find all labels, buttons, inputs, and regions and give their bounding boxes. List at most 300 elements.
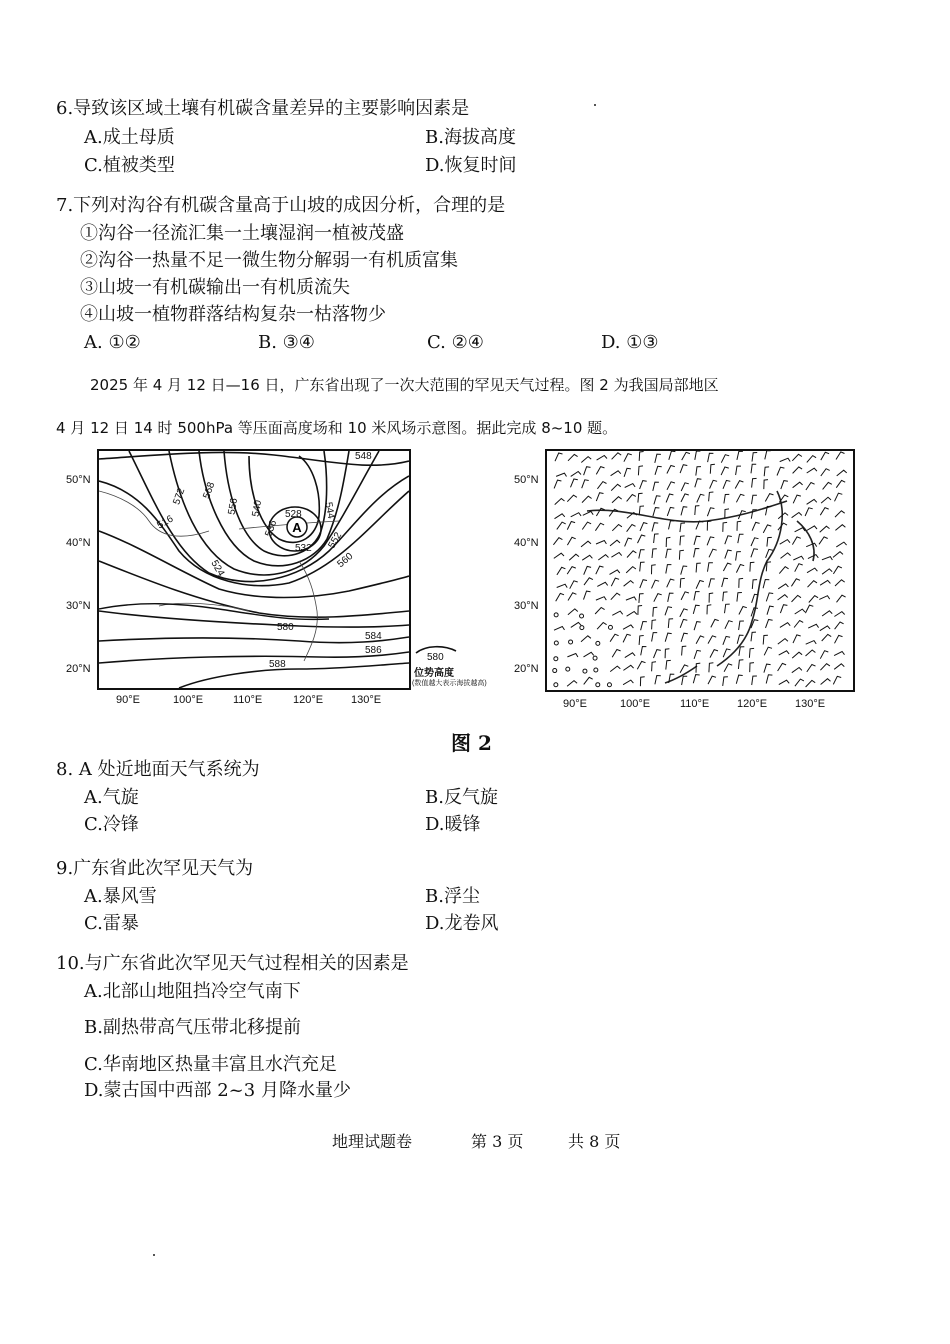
- lat-label: 40°N: [514, 537, 539, 549]
- wind-barb: [821, 679, 831, 685]
- wind-barb: [739, 621, 744, 630]
- wind-barb: [751, 538, 759, 546]
- wind-barb: [792, 652, 802, 658]
- stray-mark: [153, 1254, 155, 1256]
- wind-barb: [596, 493, 603, 501]
- wind-barb: [807, 468, 817, 473]
- wind-barb: [680, 665, 688, 673]
- wind-barb: [792, 537, 800, 545]
- contour-label: 524: [208, 558, 227, 579]
- wind-barb: [696, 563, 701, 572]
- lon-label: 100°E: [620, 698, 651, 710]
- wind-barb: [567, 537, 575, 545]
- wind-barb: [751, 549, 758, 558]
- wind-barb: [778, 663, 787, 671]
- wind-barb: [654, 496, 661, 505]
- calm-wind-marker: [554, 641, 558, 645]
- wind-barb: [639, 550, 645, 559]
- wind-barb: [834, 664, 844, 670]
- wind-barb: [681, 592, 689, 600]
- wind-barb: [806, 483, 815, 491]
- wind-barb: [711, 619, 719, 627]
- wind-barb: [680, 609, 688, 617]
- wind-barb: [666, 537, 670, 547]
- footer-subject: 地理试题卷: [332, 1132, 413, 1151]
- wind-barb: [665, 649, 669, 659]
- intro-line-2: 4 月 12 日 14 时 500hPa 等压面高度场和 10 米风场示意图。据此完成 8~10 题。: [56, 419, 618, 437]
- wind-barb: [638, 466, 643, 475]
- wind-barb: [611, 593, 620, 600]
- wind-barb: [655, 466, 662, 475]
- wind-barb: [777, 467, 784, 475]
- wind-barb: [626, 597, 636, 601]
- q7-item-2: ②沟谷一热量不足一微生物分解弱一有机质富集: [80, 250, 458, 271]
- wind-barb: [778, 639, 788, 645]
- calm-wind-marker: [593, 656, 597, 660]
- wind-barb: [623, 625, 633, 629]
- wind-barb: [820, 626, 830, 631]
- calm-wind-marker: [554, 613, 558, 617]
- wind-barb: [710, 650, 718, 658]
- wind-barb: [821, 469, 830, 476]
- wind-barb: [709, 663, 714, 673]
- wind-barb: [766, 620, 773, 628]
- wind-barb: [694, 622, 701, 631]
- contour-label: 588: [269, 659, 286, 670]
- calm-wind-marker: [580, 614, 584, 618]
- wind-barb: [554, 627, 565, 631]
- wind-barb: [737, 521, 741, 531]
- wind-barb: [723, 677, 728, 686]
- contour-label: 552: [326, 530, 345, 551]
- wind-barb: [556, 593, 564, 601]
- q7-option-a: A. ①②: [84, 332, 141, 353]
- wind-barb: [652, 580, 660, 588]
- wind-barb: [823, 482, 832, 489]
- calm-wind-marker: [596, 683, 600, 687]
- wind-barb: [681, 494, 689, 502]
- wind-barb: [667, 579, 675, 587]
- wind-barb: [596, 597, 606, 600]
- contour-label: 584: [365, 631, 382, 642]
- wind-barb: [637, 661, 645, 669]
- wind-barb: [667, 466, 675, 474]
- contour-label: 568: [201, 480, 218, 501]
- q9-stem: 9.广东省此次罕见天气为: [56, 858, 254, 879]
- wind-barb: [723, 563, 731, 571]
- wind-barb: [735, 481, 743, 489]
- lon-label: 110°E: [233, 694, 263, 706]
- wind-barb: [640, 677, 644, 687]
- wind-barb: [557, 522, 566, 529]
- wind-barb: [640, 580, 647, 588]
- wind-barb: [583, 511, 593, 515]
- lat-label: 50°N: [66, 474, 91, 486]
- wind-barb: [682, 452, 690, 460]
- wind-barb: [567, 522, 575, 530]
- height-field-map: [97, 449, 411, 690]
- wind-barb: [569, 554, 579, 560]
- lon-label: 100°E: [173, 694, 204, 706]
- wind-barb: [627, 495, 636, 502]
- wind-barb: [807, 526, 817, 531]
- wind-barb: [781, 481, 788, 490]
- q8-stem: 8. A 处近地面天气系统为: [56, 759, 260, 780]
- contour-label: 586: [365, 645, 382, 656]
- wind-barb: [680, 523, 685, 532]
- wind-barb: [739, 647, 744, 656]
- wind-barb: [833, 552, 843, 558]
- wind-barb: [623, 634, 631, 642]
- q6-option-c: C.植被类型: [84, 155, 175, 176]
- contour-label: 536: [263, 518, 280, 539]
- wind-barb: [697, 494, 705, 502]
- wind-barb: [610, 634, 619, 642]
- wind-barb: [763, 525, 771, 533]
- wind-barb: [778, 595, 788, 600]
- lon-label: 90°E: [116, 694, 140, 706]
- wind-barb: [795, 528, 805, 532]
- wind-barb: [581, 636, 591, 642]
- wind-barb: [779, 567, 788, 574]
- wind-barb: [596, 566, 604, 574]
- wind-barb: [596, 467, 604, 475]
- wind-barb: [556, 473, 566, 476]
- wind-barb: [807, 456, 816, 463]
- wind-barb: [655, 454, 661, 463]
- wind-barb: [666, 549, 672, 558]
- wind-barb: [682, 676, 688, 685]
- wind-barb: [750, 562, 755, 571]
- wind-barb: [764, 480, 768, 490]
- wind-barb: [627, 551, 636, 558]
- wind-barb: [767, 606, 774, 615]
- wind-barb: [625, 484, 635, 488]
- wind-barb: [752, 580, 757, 589]
- lat-label: 50°N: [514, 474, 539, 486]
- wind-barb: [597, 623, 607, 630]
- wind-barb: [612, 611, 622, 615]
- wind-barb: [567, 495, 577, 502]
- wind-barb: [610, 570, 620, 575]
- wind-barb: [666, 660, 671, 669]
- wind-barb: [780, 623, 790, 628]
- wind-barb: [707, 537, 714, 545]
- wind-barb: [779, 680, 789, 684]
- q7-option-b: B. ③④: [258, 332, 315, 353]
- wind-barb: [820, 526, 830, 532]
- wind-barb: [725, 536, 732, 544]
- wind-barb: [681, 633, 688, 642]
- q9-option-c: C.雷暴: [84, 913, 139, 934]
- wind-barb: [669, 521, 675, 530]
- contour-label: 572: [171, 486, 188, 507]
- wind-barb: [707, 508, 714, 516]
- wind-barb: [554, 480, 561, 488]
- wind-barb: [765, 494, 773, 502]
- wind-barb: [640, 562, 645, 571]
- wind-barb: [723, 592, 728, 601]
- calm-wind-marker: [607, 683, 611, 687]
- wind-barb: [739, 607, 747, 615]
- wind-barb: [695, 506, 700, 515]
- wind-barb: [694, 549, 700, 558]
- wind-barb: [681, 507, 687, 516]
- wind-barb: [570, 581, 578, 589]
- wind-barb: [795, 609, 805, 614]
- wind-barb: [652, 633, 658, 642]
- wind-barb: [793, 635, 801, 643]
- wind-barb: [750, 663, 754, 673]
- wind-barb: [696, 663, 700, 673]
- wind-barb: [736, 565, 744, 573]
- wind-barb: [555, 514, 565, 519]
- wind-barb: [794, 621, 803, 628]
- wind-barb: [623, 680, 633, 685]
- wind-barb: [680, 619, 687, 627]
- contour-label: 580: [277, 622, 294, 633]
- wind-barb: [611, 578, 619, 586]
- wind-barb: [641, 622, 647, 631]
- wind-barb: [820, 651, 828, 659]
- lat-label: 30°N: [514, 600, 539, 612]
- wind-barb: [581, 457, 591, 463]
- wind-barb: [696, 581, 704, 589]
- wind-barb: [571, 479, 578, 487]
- wind-barb: [639, 594, 644, 603]
- wind-barb: [640, 481, 647, 489]
- wind-barb: [820, 664, 830, 671]
- q7-item-1: ①沟谷一径流汇集一土壤湿润一植被茂盛: [80, 223, 404, 244]
- wind-barb: [680, 536, 685, 545]
- wind-barb: [780, 540, 790, 545]
- wind-barb: [598, 555, 608, 560]
- wind-barb: [582, 480, 589, 488]
- wind-barb: [837, 595, 846, 602]
- wind-barb: [666, 494, 673, 502]
- wind-barb: [724, 664, 732, 672]
- q6-option-a: A.成土母质: [84, 127, 175, 148]
- wind-barb: [835, 635, 843, 643]
- wind-barb: [653, 508, 660, 517]
- wind-barb: [837, 470, 847, 476]
- wind-barb: [763, 635, 768, 644]
- wind-barb: [610, 540, 620, 546]
- wind-barb: [624, 468, 631, 477]
- wind-barb: [723, 636, 730, 644]
- wind-barb: [723, 522, 727, 532]
- wind-barb: [652, 620, 657, 630]
- wind-barb: [595, 608, 605, 615]
- q7-option-d: D. ①③: [601, 332, 659, 353]
- wind-barb: [623, 665, 633, 670]
- wind-barb: [638, 606, 642, 616]
- wind-barb: [793, 467, 803, 474]
- lon-label: 90°E: [563, 698, 587, 710]
- wind-barb: [738, 660, 743, 669]
- wind-barb: [584, 677, 593, 684]
- legend-note: (数值越大表示海拔越高): [412, 680, 487, 687]
- contour-label: 528: [285, 509, 302, 520]
- lon-label: 130°E: [351, 694, 382, 706]
- wind-barb: [567, 567, 576, 575]
- wind-barb: [681, 483, 689, 491]
- contour-label: 540: [250, 499, 265, 518]
- wind-barb: [780, 605, 787, 613]
- footer-page: 第 3 页: [471, 1132, 524, 1151]
- wind-barb: [725, 621, 733, 629]
- calm-wind-marker: [596, 641, 600, 645]
- wind-barb: [766, 562, 771, 571]
- contour-label: 544: [322, 501, 337, 520]
- wind-barb: [654, 534, 659, 543]
- wind-barb: [737, 451, 743, 460]
- wind-barb: [708, 453, 714, 462]
- wind-barb: [725, 604, 730, 613]
- q7-item-3: ③山坡一有机碳输出一有机质流失: [80, 277, 350, 298]
- wind-barb: [795, 679, 804, 686]
- lon-label: 120°E: [293, 694, 324, 706]
- wind-barb: [682, 646, 687, 655]
- wind-barb: [581, 541, 591, 547]
- wind-barb: [694, 592, 700, 601]
- wind-barb: [751, 464, 756, 473]
- wind-barb: [612, 525, 622, 531]
- wind-barb: [821, 452, 829, 460]
- wind-barb: [738, 534, 744, 543]
- wind-barb: [805, 605, 813, 613]
- wind-barb: [792, 454, 802, 461]
- wind-barb: [819, 537, 828, 544]
- wind-barb: [736, 552, 741, 561]
- q10-option-d: D.蒙古国中西部 2~3 月降水量少: [84, 1080, 351, 1101]
- lat-label: 20°N: [514, 663, 539, 675]
- wind-barb: [819, 596, 829, 600]
- wind-barb: [665, 607, 672, 616]
- wind-barb: [792, 513, 802, 518]
- wind-barb: [695, 451, 701, 460]
- wind-barb: [708, 636, 716, 644]
- q8-option-a: A.气旋: [84, 787, 139, 808]
- lat-label: 40°N: [66, 537, 91, 549]
- q7-item-4: ④山坡一植物群落结构复杂一枯落物少: [80, 304, 386, 325]
- wind-barb: [725, 550, 732, 559]
- wind-barb: [652, 549, 657, 558]
- wind-barb: [807, 665, 816, 672]
- q9-option-a: A.暴风雪: [84, 886, 157, 907]
- wind-barb: [595, 523, 604, 531]
- q10-option-b: B.副热带高气压带北移提前: [84, 1017, 301, 1038]
- wind-barb: [724, 494, 729, 503]
- wind-barb: [833, 566, 842, 574]
- wind-barb: [693, 605, 699, 614]
- q7-stem: 7.下列对沟谷有机碳含量高于山坡的成因分析，合理的是: [56, 195, 506, 216]
- wind-barb: [681, 566, 688, 575]
- wind-barb: [807, 568, 817, 573]
- wind-barb-graphic: [547, 451, 853, 690]
- wind-barb: [627, 612, 637, 617]
- stray-mark: [594, 104, 596, 106]
- q8-option-d: D.暖锋: [425, 814, 481, 835]
- wind-barb: [640, 523, 647, 531]
- calm-wind-marker: [580, 626, 584, 630]
- footer-total: 共 8 页: [568, 1132, 621, 1151]
- wind-barb: [625, 653, 635, 658]
- wind-barb: [654, 594, 662, 602]
- q8-option-b: B.反气旋: [425, 787, 498, 808]
- wind-barb: [596, 541, 606, 545]
- wind-barb: [557, 584, 568, 587]
- q6-stem: 6.导致该区域土壤有机碳含量差异的主要影响因素是: [56, 98, 470, 119]
- q9-option-b: B.浮尘: [425, 886, 480, 907]
- wind-barb: [723, 480, 730, 488]
- wind-barb: [806, 641, 817, 645]
- wind-barb: [805, 508, 813, 516]
- wind-barb: [739, 578, 743, 588]
- wind-barb: [655, 676, 661, 685]
- wind-barb: [669, 451, 676, 460]
- wind-barb: [611, 471, 621, 476]
- wind-barb: [721, 455, 729, 463]
- wind-barb: [708, 563, 713, 572]
- wind-barb: [835, 525, 845, 531]
- wind-barb: [808, 624, 818, 628]
- q6-option-b: B.海拔高度: [425, 127, 516, 148]
- wind-barb: [567, 654, 578, 658]
- wind-barb: [680, 578, 685, 587]
- wind-barb: [822, 634, 832, 641]
- wind-barb: [695, 479, 702, 488]
- wind-barb: [597, 456, 607, 461]
- wind-barb: [752, 522, 760, 530]
- wind-barb: [836, 542, 846, 547]
- calm-wind-marker: [554, 657, 558, 661]
- wind-barb: [679, 550, 684, 559]
- wind-barb: [611, 553, 621, 558]
- wind-barb: [568, 609, 578, 615]
- wind-barb: [639, 452, 643, 461]
- figure-caption: 图 2: [451, 731, 492, 755]
- wind-barb: [611, 484, 621, 490]
- wind-barb: [792, 595, 802, 602]
- wind-barb: [778, 523, 787, 530]
- wind-barb: [835, 511, 845, 517]
- wind-barb: [752, 453, 757, 462]
- wind-barb: [612, 497, 622, 503]
- contour-label: 548: [355, 451, 372, 462]
- calm-wind-marker: [566, 667, 570, 671]
- wind-barb: [694, 650, 701, 659]
- calm-wind-marker: [583, 669, 587, 673]
- wind-barb: [710, 480, 718, 488]
- wind-barb: [763, 580, 769, 589]
- wind-barb: [553, 538, 562, 545]
- q10-stem: 10.与广东省此次罕见天气过程相关的因素是: [56, 953, 409, 974]
- wind-barb: [806, 680, 816, 687]
- wind-barb: [764, 664, 771, 673]
- wind-barb: [821, 497, 831, 503]
- contour-label: 560: [335, 550, 356, 571]
- wind-barb: [567, 681, 577, 687]
- wind-barb: [793, 556, 803, 560]
- wind-barb: [626, 567, 636, 573]
- wind-barb: [752, 495, 757, 504]
- wind-barb: [778, 513, 788, 519]
- lon-label: 120°E: [737, 698, 768, 710]
- calm-wind-marker: [608, 625, 612, 629]
- wind-barb: [557, 567, 566, 575]
- wind-barb: [653, 482, 659, 491]
